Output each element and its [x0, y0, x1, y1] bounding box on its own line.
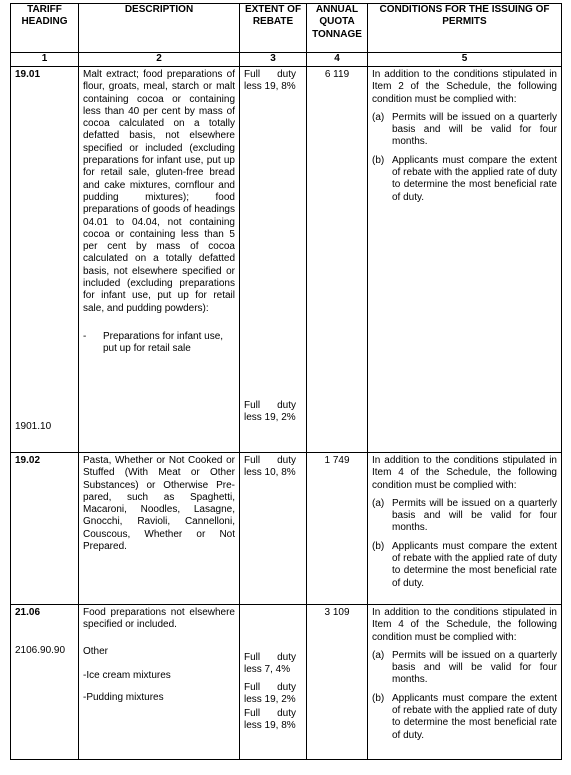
- tariff-heading-cell: [11, 605, 79, 760]
- sub-rebate: Full duty less 19, 2%: [244, 399, 296, 423]
- tariff-heading: 19.02: [15, 455, 41, 466]
- rebate-cell: [240, 67, 307, 453]
- condition-text: Applicants must compare the extent of rebate with the applied rate of duty to determine the most beneficial rate of duty.: [392, 154, 557, 203]
- description-cell: [79, 453, 240, 605]
- description: Pasta, Whether or Not Cooked or Stuffed (With Meat or Other Substances) or Otherwise Pre-pared, such as Spaghetti, Macaroni, Noodles, Lasagne, Gnocchi, Ravioli, Cannelloni, Couscous, Whether or Not Prepared.: [83, 455, 235, 553]
- condition-letter: (a): [372, 649, 385, 661]
- table-row: [11, 453, 562, 605]
- condition-letter: (b): [372, 692, 385, 704]
- condition-a: [372, 650, 557, 687]
- condition-a: [372, 498, 557, 535]
- condition-b: [372, 155, 557, 204]
- other-label: Other: [83, 645, 109, 657]
- condition-b: [372, 693, 557, 742]
- conditions-intro: In addition to the conditions stipulated in Item 4 of the Schedule, the following condition must be complied with:: [372, 455, 557, 491]
- condition-text: Permits will be issued on a quarterly basis and will be valid for four months.: [392, 497, 557, 534]
- header-tariff-heading: TARIFF HEADING: [11, 4, 79, 53]
- rebate: Full duty less 19, 8%: [244, 69, 296, 93]
- description-cell: [79, 67, 240, 453]
- sub-description: Preparations for infant use, put up for retail sale: [103, 330, 224, 355]
- conditions-cell: [368, 605, 562, 760]
- description-cell: [79, 605, 240, 760]
- conditions-cell: [368, 453, 562, 605]
- column-number-row: [11, 53, 562, 67]
- pudding-label: -Pudding mixtures: [83, 692, 164, 704]
- condition-letter: (a): [372, 497, 385, 509]
- condition-b: [372, 541, 557, 590]
- header-extent-of-rebate: EXTENT OF REBATE: [240, 4, 307, 53]
- condition-text: Permits will be issued on a quarterly basis and will be valid for four months.: [392, 111, 557, 148]
- column-number: 5: [368, 53, 562, 67]
- condition-text: Permits will be issued on a quarterly basis and will be valid for four months.: [392, 649, 557, 686]
- ice-cream-rebate: Full duty less 19, 2%: [244, 681, 296, 705]
- header-annual-quota: ANNUAL QUOTA TONNAGE: [307, 4, 368, 53]
- rebate: Full duty less 10, 8%: [244, 455, 296, 479]
- conditions-cell: [368, 67, 562, 453]
- rebate-cell: [240, 605, 307, 760]
- conditions-intro: In addition to the conditions stipulated in Item 2 of the Schedule, the following condition must be complied with:: [372, 69, 557, 105]
- condition-letter: (b): [372, 540, 385, 552]
- sub-tariff-heading: 2106.90.90: [15, 645, 66, 657]
- tariff-heading: 19.01: [15, 69, 41, 80]
- dash-marker: -: [83, 330, 87, 342]
- column-number: 2: [79, 53, 240, 67]
- quota-cell: [307, 453, 368, 605]
- quota-cell: [307, 67, 368, 453]
- tariff-heading: 21.06: [15, 607, 41, 618]
- other-rebate: Full duty less 7, 4%: [244, 652, 296, 676]
- table-row: [11, 67, 562, 453]
- ice-cream-label: -Ice cream mixtures: [83, 669, 171, 681]
- condition-letter: (b): [372, 154, 385, 166]
- description: Malt extract; food preparations of flour, groats, meal, starch or malt containing cocoa or containing less than 40 per cent by mass of cocoa calculated on a totally defatted basis, not elsewhere specified or included (excluding preparations for infant use, put up for retail sale, gluten-free bread and cake mixtures, cornflour and pudding mixtures); food preparations of goods of headings 04.01 to 04.04, not containing cocoa or containing less than 5 per cent by mass of cocoa calculated on a totally defatted basis, not elsewhere specified or included (excluding preparations for infant use, put up for retail sale, and pudding powders):: [83, 69, 235, 314]
- condition-text: Applicants must compare the extent of rebate with the applied rate of duty to determine the most beneficial rate of duty.: [392, 540, 557, 589]
- sub-description-item: [83, 331, 235, 356]
- tariff-heading-cell: [11, 67, 79, 453]
- column-number: 4: [307, 53, 368, 67]
- rebate-cell: [240, 453, 307, 605]
- condition-a: [372, 112, 557, 149]
- header-description: DESCRIPTION: [79, 4, 240, 53]
- condition-text: Applicants must compare the extent of rebate with the applied rate of duty to determine the most beneficial rate of duty.: [392, 692, 557, 741]
- pudding-rebate: Full duty less 19, 8%: [244, 708, 296, 732]
- quota: 1 749: [324, 455, 350, 466]
- table-row: [11, 605, 562, 760]
- condition-letter: (a): [372, 111, 385, 123]
- sub-tariff-heading: 1901.10: [15, 421, 52, 433]
- quota: 3 109: [324, 607, 350, 618]
- quota: 6 119: [324, 69, 350, 80]
- description: Food preparations not elsewhere specified or included.: [83, 607, 235, 631]
- quota-cell: [307, 605, 368, 760]
- column-number: 3: [240, 53, 307, 67]
- column-number: 1: [11, 53, 79, 67]
- tariff-heading-cell: [11, 453, 79, 605]
- header-row: [11, 4, 562, 53]
- header-conditions: CONDITIONS FOR THE ISSUING OF PERMITS: [368, 4, 562, 53]
- tariff-table: [10, 3, 562, 760]
- conditions-intro: In addition to the conditions stipulated in Item 4 of the Schedule, the following condition must be complied with:: [372, 607, 557, 643]
